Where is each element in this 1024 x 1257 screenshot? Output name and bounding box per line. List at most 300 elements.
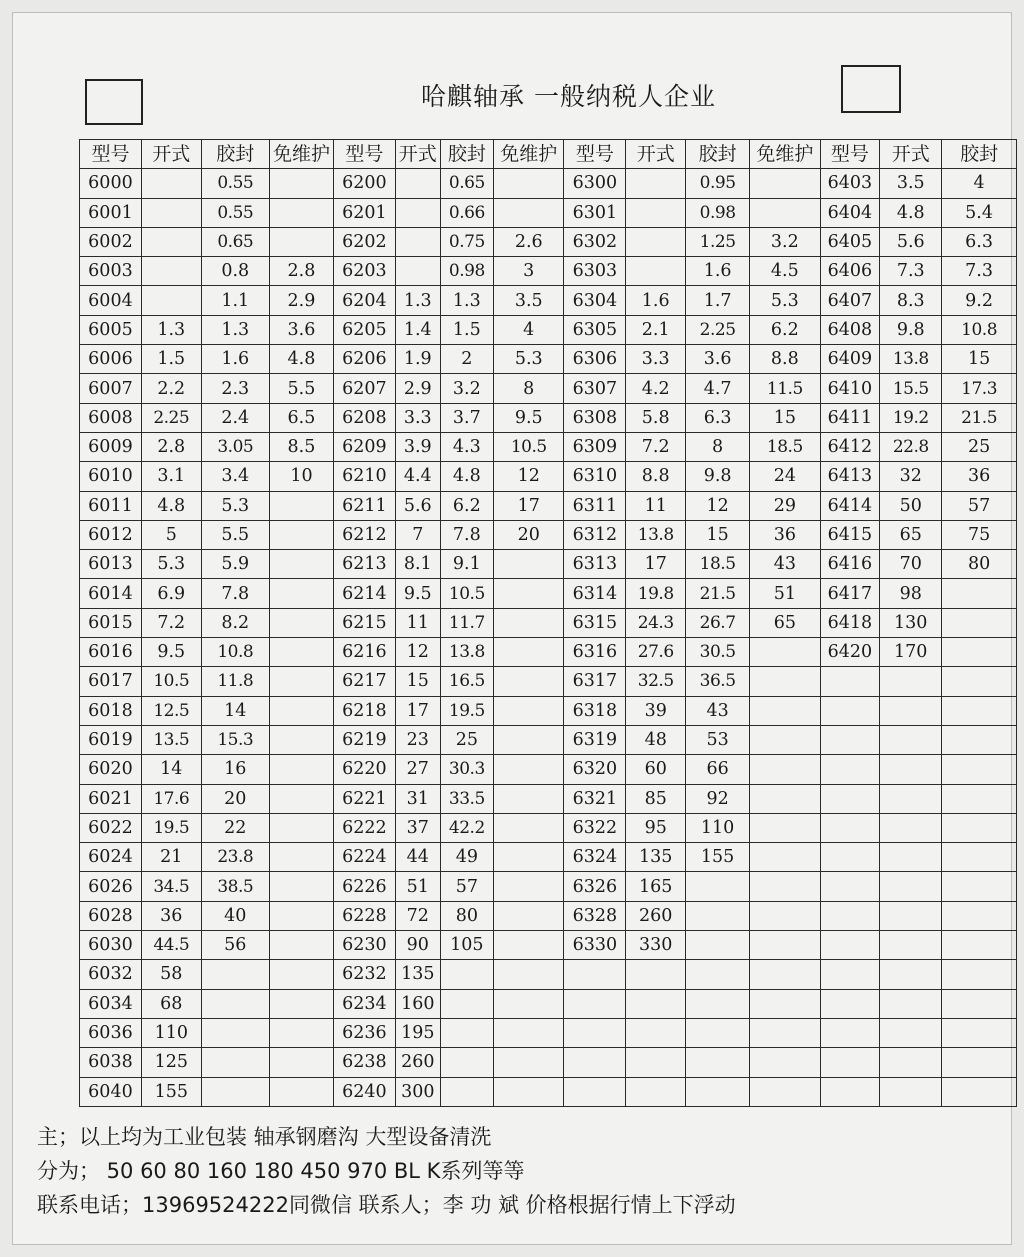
note-packaging: 主；以上均为工业包装 轴承钢磨沟 大型设备清洗 <box>37 1125 492 1149</box>
price-cell <box>494 784 564 813</box>
model-cell: 6026 <box>80 872 142 901</box>
price-cell: 53 <box>686 725 750 754</box>
price-cell: 9.8 <box>686 462 750 491</box>
price-cell: 15.5 <box>880 374 942 403</box>
price-cell: 22.8 <box>880 432 942 461</box>
price-cell <box>201 989 269 1018</box>
model-cell <box>820 872 880 901</box>
blank-box-left <box>85 79 143 125</box>
model-cell: 6024 <box>80 843 142 872</box>
price-cell: 4.8 <box>880 198 942 227</box>
price-cell <box>269 520 333 549</box>
price-cell <box>880 784 942 813</box>
column-header: 免维护 <box>750 140 820 169</box>
price-cell: 3 <box>494 257 564 286</box>
blank-box-right <box>841 65 901 113</box>
price-cell: 1.7 <box>686 286 750 315</box>
model-cell: 6206 <box>333 345 395 374</box>
model-cell: 6417 <box>820 579 880 608</box>
model-cell: 6022 <box>80 813 142 842</box>
model-cell: 6015 <box>80 608 142 637</box>
model-cell: 6236 <box>333 1018 395 1047</box>
price-cell <box>494 843 564 872</box>
model-cell: 6208 <box>333 403 395 432</box>
price-cell: 9.1 <box>440 550 493 579</box>
model-cell: 6213 <box>333 550 395 579</box>
price-cell: 33.5 <box>440 784 493 813</box>
price-cell <box>880 725 942 754</box>
model-cell: 6240 <box>333 1077 395 1106</box>
table-row <box>80 198 1017 227</box>
model-cell: 6204 <box>333 286 395 315</box>
price-cell: 17 <box>494 491 564 520</box>
model-cell: 6216 <box>333 638 395 667</box>
model-cell: 6020 <box>80 755 142 784</box>
table-row <box>80 784 1017 813</box>
price-cell: 0.55 <box>201 198 269 227</box>
price-cell <box>942 872 1017 901</box>
model-cell: 6413 <box>820 462 880 491</box>
price-cell: 0.66 <box>440 198 493 227</box>
price-cell: 4.8 <box>269 345 333 374</box>
model-cell <box>564 1018 626 1047</box>
page-title: 哈麒轴承 一般纳税人企业 <box>421 82 716 111</box>
price-cell <box>494 198 564 227</box>
price-cell: 51 <box>395 872 440 901</box>
price-cell: 9.5 <box>395 579 440 608</box>
model-cell <box>820 725 880 754</box>
model-cell: 6017 <box>80 667 142 696</box>
price-cell: 300 <box>395 1077 440 1106</box>
price-cell: 66 <box>686 755 750 784</box>
column-header: 型号 <box>333 140 395 169</box>
price-cell: 22 <box>201 813 269 842</box>
price-cell: 3.6 <box>686 345 750 374</box>
model-cell: 6320 <box>564 755 626 784</box>
price-cell: 58 <box>141 960 201 989</box>
price-cell: 2.6 <box>494 227 564 256</box>
model-cell: 6040 <box>80 1077 142 1106</box>
column-header: 胶封 <box>440 140 493 169</box>
model-cell: 6005 <box>80 315 142 344</box>
price-cell: 3.5 <box>494 286 564 315</box>
price-cell <box>942 901 1017 930</box>
price-cell: 44 <box>395 843 440 872</box>
price-cell: 3.5 <box>880 169 942 198</box>
price-cell: 12 <box>395 638 440 667</box>
price-cell: 23.8 <box>201 843 269 872</box>
price-cell: 8 <box>494 374 564 403</box>
price-cell: 2 <box>440 345 493 374</box>
model-cell: 6219 <box>333 725 395 754</box>
price-cell: 37 <box>395 813 440 842</box>
price-cell <box>880 696 942 725</box>
price-cell: 30.3 <box>440 755 493 784</box>
price-cell: 4.8 <box>141 491 201 520</box>
price-cell <box>269 960 333 989</box>
price-cell <box>942 1077 1017 1106</box>
price-cell: 5 <box>141 520 201 549</box>
price-cell: 18.5 <box>686 550 750 579</box>
price-cell: 4 <box>942 169 1017 198</box>
price-cell <box>750 901 820 930</box>
price-cell: 2.2 <box>141 374 201 403</box>
model-cell: 6006 <box>80 345 142 374</box>
price-cell: 14 <box>141 755 201 784</box>
price-cell: 135 <box>626 843 686 872</box>
price-cell: 2.9 <box>269 286 333 315</box>
price-cell: 51 <box>750 579 820 608</box>
price-cell <box>686 1018 750 1047</box>
model-cell: 6038 <box>80 1048 142 1077</box>
price-cell <box>942 667 1017 696</box>
price-cell: 3.2 <box>750 227 820 256</box>
price-cell: 14 <box>201 696 269 725</box>
price-cell: 2.9 <box>395 374 440 403</box>
price-cell: 12.5 <box>141 696 201 725</box>
model-cell: 6328 <box>564 901 626 930</box>
model-cell <box>820 1018 880 1047</box>
table-row <box>80 550 1017 579</box>
price-cell <box>395 198 440 227</box>
column-header: 开式 <box>141 140 201 169</box>
model-cell <box>820 667 880 696</box>
price-cell: 1.5 <box>440 315 493 344</box>
model-cell: 6013 <box>80 550 142 579</box>
model-cell: 6201 <box>333 198 395 227</box>
price-cell: 3.7 <box>440 403 493 432</box>
price-cell: 80 <box>942 550 1017 579</box>
model-cell: 6007 <box>80 374 142 403</box>
price-cell: 2.8 <box>141 432 201 461</box>
model-cell <box>564 1048 626 1077</box>
price-cell <box>880 1048 942 1077</box>
price-cell: 4 <box>494 315 564 344</box>
price-cell: 39 <box>626 696 686 725</box>
model-cell: 6212 <box>333 520 395 549</box>
table-row <box>80 520 1017 549</box>
price-cell: 19.2 <box>880 403 942 432</box>
model-cell <box>820 843 880 872</box>
table-row <box>80 960 1017 989</box>
price-cell: 92 <box>686 784 750 813</box>
price-cell: 110 <box>686 813 750 842</box>
model-cell: 6238 <box>333 1048 395 1077</box>
table-header-row <box>80 140 1017 169</box>
model-cell: 6211 <box>333 491 395 520</box>
price-cell <box>494 638 564 667</box>
price-cell <box>750 725 820 754</box>
price-cell: 40 <box>201 901 269 930</box>
price-cell: 6.2 <box>440 491 493 520</box>
price-cell: 10.5 <box>494 432 564 461</box>
price-cell: 12 <box>494 462 564 491</box>
price-cell: 10.8 <box>942 315 1017 344</box>
price-cell: 42.2 <box>440 813 493 842</box>
price-cell: 165 <box>626 872 686 901</box>
price-cell <box>880 813 942 842</box>
column-header: 开式 <box>880 140 942 169</box>
model-cell: 6404 <box>820 198 880 227</box>
model-cell <box>820 901 880 930</box>
price-cell <box>942 843 1017 872</box>
price-cell: 17.3 <box>942 374 1017 403</box>
price-cell: 6.9 <box>141 579 201 608</box>
price-cell <box>440 1077 493 1106</box>
price-cell: 5.5 <box>201 520 269 549</box>
table-row <box>80 227 1017 256</box>
table-row <box>80 1077 1017 1106</box>
model-cell: 6021 <box>80 784 142 813</box>
model-cell: 6010 <box>80 462 142 491</box>
price-cell <box>880 901 942 930</box>
price-cell <box>494 579 564 608</box>
price-cell: 12 <box>686 491 750 520</box>
price-cell <box>750 169 820 198</box>
price-cell: 34.5 <box>141 872 201 901</box>
model-cell <box>820 989 880 1018</box>
price-cell <box>440 989 493 1018</box>
model-cell: 6036 <box>80 1018 142 1047</box>
price-cell <box>269 784 333 813</box>
price-cell <box>750 1048 820 1077</box>
price-cell <box>750 755 820 784</box>
price-cell <box>494 960 564 989</box>
model-cell: 6221 <box>333 784 395 813</box>
price-cell <box>750 960 820 989</box>
model-cell: 6008 <box>80 403 142 432</box>
price-cell <box>880 960 942 989</box>
price-cell: 25 <box>942 432 1017 461</box>
price-cell <box>626 198 686 227</box>
model-cell: 6028 <box>80 901 142 930</box>
price-cell <box>269 989 333 1018</box>
model-cell: 6316 <box>564 638 626 667</box>
column-header: 胶封 <box>201 140 269 169</box>
price-cell: 0.65 <box>440 169 493 198</box>
model-cell: 6308 <box>564 403 626 432</box>
price-cell: 21.5 <box>686 579 750 608</box>
price-cell: 3.1 <box>141 462 201 491</box>
price-cell <box>750 638 820 667</box>
model-cell: 6019 <box>80 725 142 754</box>
price-cell: 5.5 <box>269 374 333 403</box>
price-cell <box>750 198 820 227</box>
model-cell: 6207 <box>333 374 395 403</box>
price-cell <box>750 667 820 696</box>
price-cell: 57 <box>942 491 1017 520</box>
price-cell: 30.5 <box>686 638 750 667</box>
price-cell: 27.6 <box>626 638 686 667</box>
note-contact: 联系电话；13969524222同微信 联系人；李 功 斌 价格根据行情上下浮动 <box>37 1193 736 1217</box>
model-cell: 6014 <box>80 579 142 608</box>
price-cell: 170 <box>880 638 942 667</box>
price-cell: 4.2 <box>626 374 686 403</box>
model-cell <box>820 960 880 989</box>
model-cell: 6319 <box>564 725 626 754</box>
price-cell <box>141 169 201 198</box>
price-cell <box>942 989 1017 1018</box>
price-cell: 0.75 <box>440 227 493 256</box>
price-cell: 85 <box>626 784 686 813</box>
model-cell: 6202 <box>333 227 395 256</box>
price-cell: 1.3 <box>440 286 493 315</box>
price-cell: 95 <box>626 813 686 842</box>
price-cell <box>750 696 820 725</box>
price-cell <box>686 872 750 901</box>
price-cell <box>494 989 564 1018</box>
price-cell: 13.8 <box>440 638 493 667</box>
model-cell: 6309 <box>564 432 626 461</box>
price-cell <box>269 725 333 754</box>
price-cell: 36 <box>141 901 201 930</box>
price-cell: 11 <box>395 608 440 637</box>
price-cell: 5.6 <box>880 227 942 256</box>
price-cell <box>269 638 333 667</box>
model-cell: 6326 <box>564 872 626 901</box>
price-cell: 24.3 <box>626 608 686 637</box>
price-cell: 21.5 <box>942 403 1017 432</box>
price-cell: 10.5 <box>440 579 493 608</box>
model-cell: 6318 <box>564 696 626 725</box>
price-cell: 1.4 <box>395 315 440 344</box>
price-cell <box>440 1018 493 1047</box>
price-cell: 8.2 <box>201 608 269 637</box>
price-cell: 18.5 <box>750 432 820 461</box>
price-cell <box>942 784 1017 813</box>
price-cell: 8.8 <box>626 462 686 491</box>
model-cell: 6215 <box>333 608 395 637</box>
price-cell: 36 <box>750 520 820 549</box>
price-cell <box>269 872 333 901</box>
table-row <box>80 725 1017 754</box>
model-cell: 6321 <box>564 784 626 813</box>
price-cell: 1.6 <box>686 257 750 286</box>
model-cell: 6011 <box>80 491 142 520</box>
price-cell: 4.4 <box>395 462 440 491</box>
price-cell <box>686 931 750 960</box>
price-cell: 8.1 <box>395 550 440 579</box>
table-row <box>80 755 1017 784</box>
price-cell: 80 <box>440 901 493 930</box>
model-cell: 6317 <box>564 667 626 696</box>
price-cell: 135 <box>395 960 440 989</box>
model-cell: 6018 <box>80 696 142 725</box>
price-cell <box>269 1018 333 1047</box>
model-cell: 6330 <box>564 931 626 960</box>
price-cell <box>269 667 333 696</box>
model-cell: 6416 <box>820 550 880 579</box>
price-cell: 0.98 <box>440 257 493 286</box>
price-cell <box>942 638 1017 667</box>
price-cell: 24 <box>750 462 820 491</box>
price-cell <box>269 813 333 842</box>
price-cell <box>686 1048 750 1077</box>
price-cell <box>626 1048 686 1077</box>
price-cell: 65 <box>880 520 942 549</box>
price-cell: 49 <box>440 843 493 872</box>
price-cell: 3.6 <box>269 315 333 344</box>
price-cell: 0.65 <box>201 227 269 256</box>
price-cell: 15 <box>686 520 750 549</box>
model-cell: 6405 <box>820 227 880 256</box>
price-cell: 70 <box>880 550 942 579</box>
model-cell <box>820 755 880 784</box>
price-cell <box>626 1018 686 1047</box>
price-cell: 195 <box>395 1018 440 1047</box>
price-cell <box>494 872 564 901</box>
model-cell: 6408 <box>820 315 880 344</box>
price-cell <box>686 901 750 930</box>
price-cell: 7.2 <box>141 608 201 637</box>
price-cell: 155 <box>141 1077 201 1106</box>
model-cell: 6315 <box>564 608 626 637</box>
column-header: 型号 <box>80 140 142 169</box>
price-cell <box>269 755 333 784</box>
price-cell: 5.9 <box>201 550 269 579</box>
note-series: 分为； 50 60 80 160 180 450 970 BL K系列等等 <box>37 1159 525 1183</box>
price-cell: 15 <box>395 667 440 696</box>
price-cell: 9.5 <box>141 638 201 667</box>
table-row <box>80 696 1017 725</box>
price-cell: 0.55 <box>201 169 269 198</box>
price-cell <box>686 1077 750 1106</box>
price-cell: 43 <box>750 550 820 579</box>
price-cell: 5.3 <box>494 345 564 374</box>
column-header: 型号 <box>564 140 626 169</box>
column-header: 开式 <box>626 140 686 169</box>
price-cell: 7.3 <box>880 257 942 286</box>
price-cell <box>269 901 333 930</box>
model-cell: 6222 <box>333 813 395 842</box>
model-cell: 6410 <box>820 374 880 403</box>
price-cell: 75 <box>942 520 1017 549</box>
price-cell <box>494 169 564 198</box>
price-cell <box>269 843 333 872</box>
model-cell: 6004 <box>80 286 142 315</box>
price-cell: 15.3 <box>201 725 269 754</box>
price-sheet <box>12 12 1012 1245</box>
price-cell: 1.6 <box>626 286 686 315</box>
price-cell: 36 <box>942 462 1017 491</box>
price-cell: 8.5 <box>269 432 333 461</box>
price-cell <box>440 1048 493 1077</box>
price-cell: 98 <box>880 579 942 608</box>
price-cell: 8.8 <box>750 345 820 374</box>
table-row <box>80 345 1017 374</box>
model-cell: 6217 <box>333 667 395 696</box>
model-cell: 6002 <box>80 227 142 256</box>
price-cell: 0.98 <box>686 198 750 227</box>
price-cell <box>880 1077 942 1106</box>
price-cell: 10 <box>269 462 333 491</box>
model-cell: 6030 <box>80 931 142 960</box>
model-cell: 6012 <box>80 520 142 549</box>
price-cell <box>395 257 440 286</box>
price-cell <box>942 755 1017 784</box>
price-cell <box>626 169 686 198</box>
price-cell: 23 <box>395 725 440 754</box>
table-row <box>80 257 1017 286</box>
price-cell <box>141 286 201 315</box>
model-cell <box>564 989 626 1018</box>
price-cell <box>269 491 333 520</box>
model-cell: 6301 <box>564 198 626 227</box>
price-cell: 32.5 <box>626 667 686 696</box>
price-cell <box>269 608 333 637</box>
model-cell: 6205 <box>333 315 395 344</box>
model-cell: 6209 <box>333 432 395 461</box>
